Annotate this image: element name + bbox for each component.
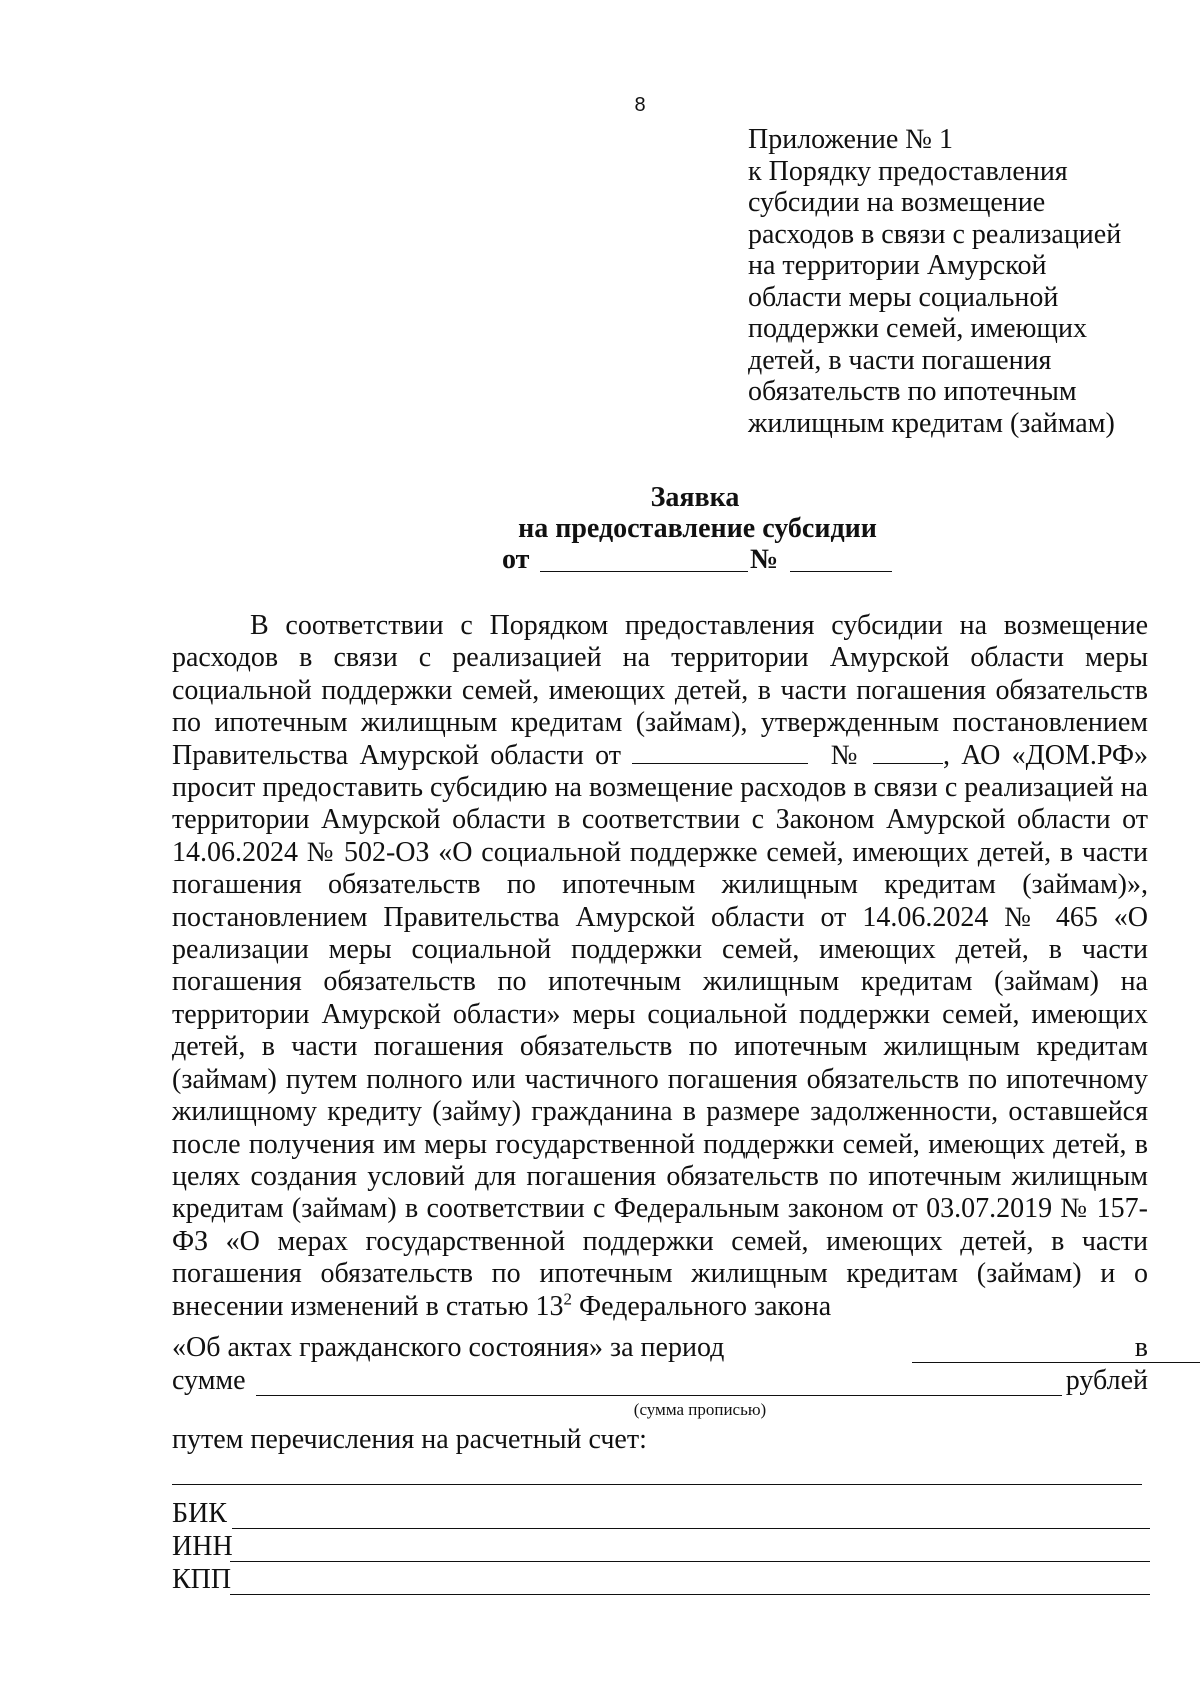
- sum-caption: (сумма прописью): [633, 1400, 767, 1419]
- document-subtitle: на предоставление субсидии: [518, 513, 877, 544]
- kpp-blank-field[interactable]: [230, 1594, 1150, 1595]
- resolution-number-blank[interactable]: [873, 741, 943, 764]
- number-blank-field[interactable]: [790, 571, 892, 572]
- kpp-row: [172, 1564, 1150, 1598]
- appendix-line: Приложение № 1: [748, 124, 953, 155]
- date-number-line: [0, 544, 1200, 575]
- sum-line: [172, 1365, 1148, 1399]
- sum-label: сумме: [172, 1365, 246, 1396]
- appendix-line: области меры социальной: [748, 281, 1059, 313]
- transfer-text: путем перечисления на расчетный счет:: [172, 1424, 647, 1455]
- number-label: №: [750, 544, 779, 575]
- appendix-line: обязательств по ипотечным: [748, 376, 1077, 407]
- sum-blank-field[interactable]: [256, 1395, 1062, 1396]
- document-title: Заявка: [650, 482, 740, 513]
- page-number: 8: [634, 94, 646, 116]
- currency-label: рублей: [1065, 1365, 1148, 1396]
- appendix-header: [748, 124, 1168, 439]
- from-label: от: [502, 544, 530, 575]
- period-line: [172, 1332, 1148, 1366]
- appendix-line: жилищным кредитам (займам): [748, 407, 1115, 439]
- account-blank-field[interactable]: [172, 1484, 1142, 1485]
- date-blank-field[interactable]: [540, 571, 748, 572]
- appendix-line: к Порядку предоставления: [748, 155, 1068, 187]
- appendix-line: расходов в связи с реализацией: [748, 218, 1122, 250]
- bik-blank-field[interactable]: [232, 1528, 1150, 1529]
- body-paragraph: [172, 610, 1148, 1323]
- superscript: 2: [563, 1289, 572, 1309]
- body-text-part: В соответствии с Порядком предоставления субсидии на возмещение расходов в связи с реализацией на территории Амурской области меры социальной поддержки семей, имеющих детей, в части погашения обязательств по ипотечным жилищным кредитам (займам), утвержденным постановлением Правительства Амурской области от: [172, 610, 1148, 771]
- period-text: «Об актах гражданского состояния» за период: [172, 1332, 725, 1363]
- inn-row: [172, 1531, 1150, 1565]
- kpp-label: КПП: [172, 1564, 232, 1595]
- appendix-line: поддержки семей, имеющих: [748, 313, 1087, 344]
- inn-blank-field[interactable]: [230, 1561, 1150, 1562]
- document-heading: [0, 482, 1200, 575]
- appendix-line: субсидии на возмещение: [748, 187, 1046, 218]
- resolution-date-blank[interactable]: [632, 741, 808, 764]
- bik-label: БИК: [172, 1498, 227, 1529]
- appendix-line: детей, в части погашения: [748, 344, 1052, 376]
- appendix-line: на территории Амурской: [748, 250, 1047, 281]
- body-text-part: Федерального закона: [572, 1290, 832, 1322]
- inn-label: ИНН: [172, 1531, 233, 1562]
- period-blank-field[interactable]: [912, 1362, 1200, 1363]
- resolution-number-label: №: [830, 739, 862, 771]
- body-text-part: , АО «ДОМ.РФ» просит предоставить субсидию на возмещение расходов в связи с реализацией на территории Амурской области в соответствии с Законом Амурской области от 14.06.2024 № 502-ОЗ «О социальной поддержке семей, имеющих детей, в части погашения обязательств по ипотечным жилищным кредитам (займам)», постановлением Правительства Амурской области от 14.06.2024 № 465 «О реализации меры социальной поддержки семей, имеющих детей, в части погашения обязательств по ипотечным жилищным кредитам (займам) на территории Амурской области» меры социальной поддержки семей, имеющих детей, в части погашения обязательств по ипотечным жилищным кредитам (займам) путем полного или частичного погашения обязательств по ипотечному жилищному кредиту (займу) гражданина в размере задолженности, оставшейся после получения им меры государственной поддержки семей, имеющих детей, в целях создания условий для погашения обязательств по ипотечным жилищным кредитам (займам) в соответствии с Федеральным законом от 03.07.2019 № 157-ФЗ «О мерах государственной поддержки семей, имеющих детей, в части погашения обязательств по ипотечным жилищным кредитам (займам) и о внесении изменений в статью 13: [172, 739, 1149, 1322]
- period-suffix: в: [1134, 1332, 1148, 1363]
- bik-row: [172, 1498, 1150, 1532]
